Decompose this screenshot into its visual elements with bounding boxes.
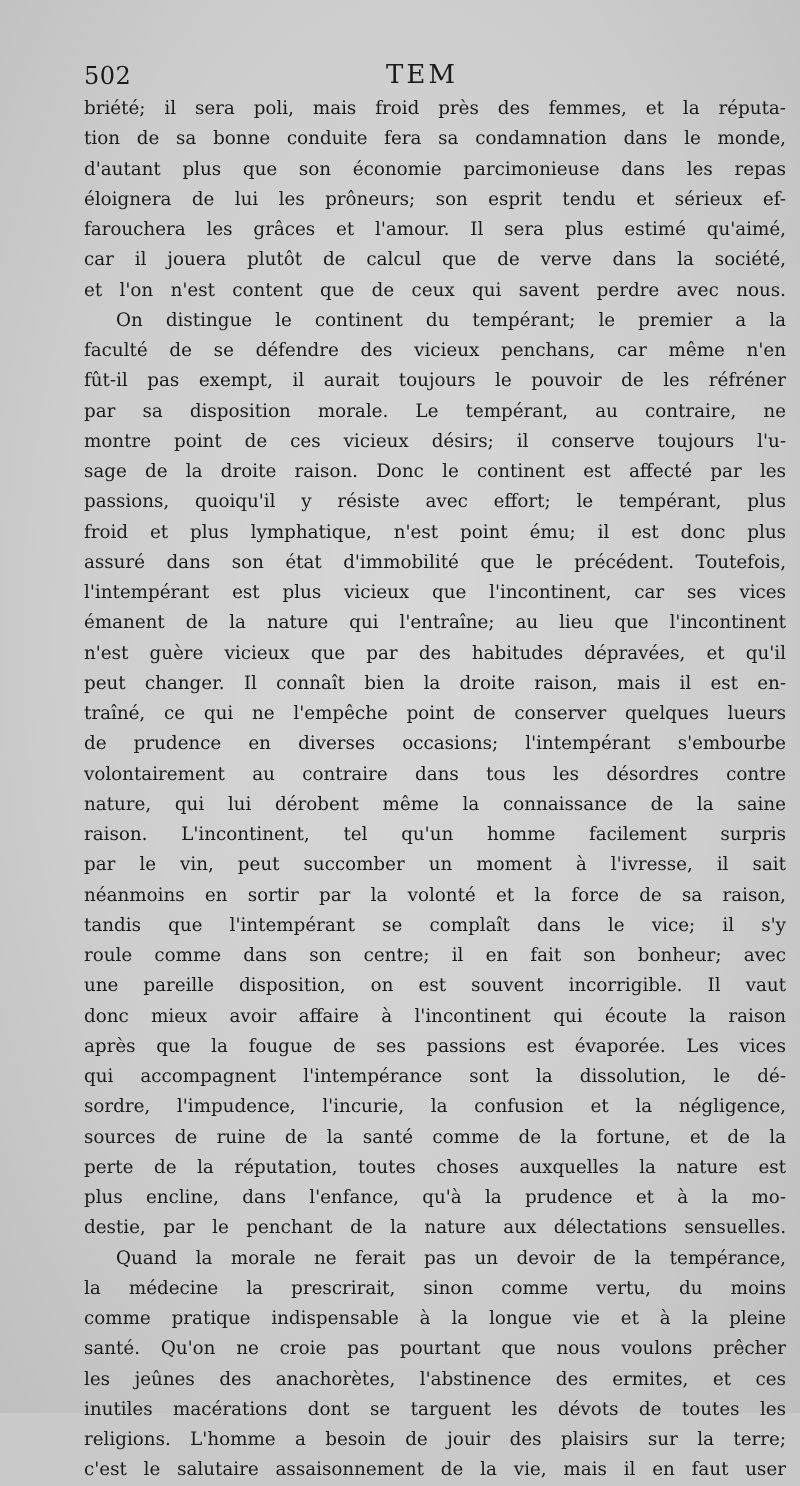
text-line: comme pratique indispensable à la longue vie et à la pleine <box>84 1308 786 1329</box>
text-line: peut changer. Il connaît bien la droite raison, mais il est en- <box>84 672 786 694</box>
text-line: la médecine la prescrirait, sinon comme vertu, du moins <box>84 1277 786 1299</box>
text-line: néanmoins en sortir par la volonté et la force de sa raison, <box>84 884 786 906</box>
text-line: faculté de se défendre des vicieux penchans, car même n'en <box>84 340 786 361</box>
text-line: briété; il sera poli, mais froid près des femmes, et la réputa- <box>84 98 786 119</box>
text-line: de prudence en diverses occasions; l'intempérant s'embourbe <box>84 733 786 755</box>
text-line: sources de ruine de la santé comme de la fortune, et de la <box>84 1126 786 1148</box>
text-line: nature, qui lui dérobent même la connaissance de la saine <box>84 793 786 815</box>
text-line: On distingue le continent du tempérant; le premier a la <box>116 309 786 331</box>
body-text <box>84 94 786 1486</box>
text-line: l'intempérant est plus vicieux que l'incontinent, car ses vices <box>84 582 786 603</box>
text-line: n'est guère vicieux que par des habitudes dépravées, et qu'il <box>84 642 786 664</box>
text-line: sordre, l'impudence, l'incurie, la confusion et la négligence, <box>84 1096 786 1118</box>
text-line: montre point de ces vicieux désirs; il conserve toujours l'u- <box>84 430 786 452</box>
text-line: après que la fougue de ses passions est évaporée. Les vices <box>84 1035 786 1057</box>
text-line: tion de sa bonne conduite fera sa condamnation dans le monde, <box>84 128 786 150</box>
text-line: tandis que l'intempérant se complaît dans le vice; il s'y <box>84 914 786 936</box>
text-line: assuré dans son état d'immobilité que le précédent. Toutefois, <box>84 551 786 573</box>
text-line: donc mieux avoir affaire à l'incontinent qui écoute la raison <box>84 1005 786 1027</box>
text-line: Quand la morale ne ferait pas un devoir de la tempérance, <box>116 1247 786 1269</box>
text-line: plus encline, dans l'enfance, qu'à la prudence et à la mo- <box>84 1187 786 1208</box>
text-line: perte de la réputation, toutes choses auxquelles la nature est <box>84 1156 786 1178</box>
text-line: c'est le salutaire assaisonnement de la vie, mais il en faut user <box>84 1459 786 1481</box>
text-line: par sa disposition morale. Le tempérant, au contraire, ne <box>84 400 786 422</box>
text-line: car il jouera plutôt de calcul que de verve dans la société, <box>84 249 786 271</box>
text-line: les jeûnes des anachorètes, l'abstinence des ermites, et ces <box>84 1368 786 1390</box>
text-line: éloignera de lui les prôneurs; son esprit tendu et sérieux ef- <box>84 188 786 210</box>
text-line: par le vin, peut succomber un moment à l'ivresse, il sait <box>84 854 786 876</box>
text-line: froid et plus lymphatique, n'est point ému; il est donc plus <box>84 521 786 543</box>
text-line: volontairement au contraire dans tous les désordres contre <box>84 763 786 785</box>
text-line: raison. L'incontinent, tel qu'un homme facilement surpris <box>84 824 786 845</box>
text-line: roule comme dans son centre; il en fait son bonheur; avec <box>84 945 786 966</box>
text-line: traîné, ce qui ne l'empêche point de conserver quelques lueurs <box>84 703 786 724</box>
text-line: d'autant plus que son économie parcimonieuse dans les repas <box>84 158 786 180</box>
text-line: religions. L'homme a besoin de jouir des plaisirs sur la terre; <box>84 1429 786 1450</box>
text-line: fût-il pas exempt, il aurait toujours le pouvoir de les réfréner <box>84 370 786 392</box>
text-line: une pareille disposition, on est souvent incorrigible. Il vaut <box>84 975 786 997</box>
running-head: TEM <box>386 60 458 90</box>
text-line: inutiles macérations dont se targuent les dévots de toutes les <box>84 1398 786 1420</box>
page-header <box>84 60 784 94</box>
text-line: qui accompagnent l'intempérance sont la dissolution, le dé- <box>84 1066 786 1087</box>
text-line: destie, par le penchant de la nature aux délectations sensuelles. <box>84 1217 786 1239</box>
text-line: et l'on n'est content que de ceux qui savent perdre avec nous. <box>84 279 786 301</box>
text-line: émanent de la nature qui l'entraîne; au lieu que l'incontinent <box>84 612 786 634</box>
text-line: farouchera les grâces et l'amour. Il sera plus estimé qu'aimé, <box>84 219 786 240</box>
page-number: 502 <box>84 62 132 90</box>
text-line: passions, quoiqu'il y résiste avec effort; le tempérant, plus <box>84 491 786 513</box>
text-line: santé. Qu'on ne croie pas pourtant que nous voulons prêcher <box>84 1338 786 1360</box>
text-line: sage de la droite raison. Donc le continent est affecté par les <box>84 461 786 482</box>
